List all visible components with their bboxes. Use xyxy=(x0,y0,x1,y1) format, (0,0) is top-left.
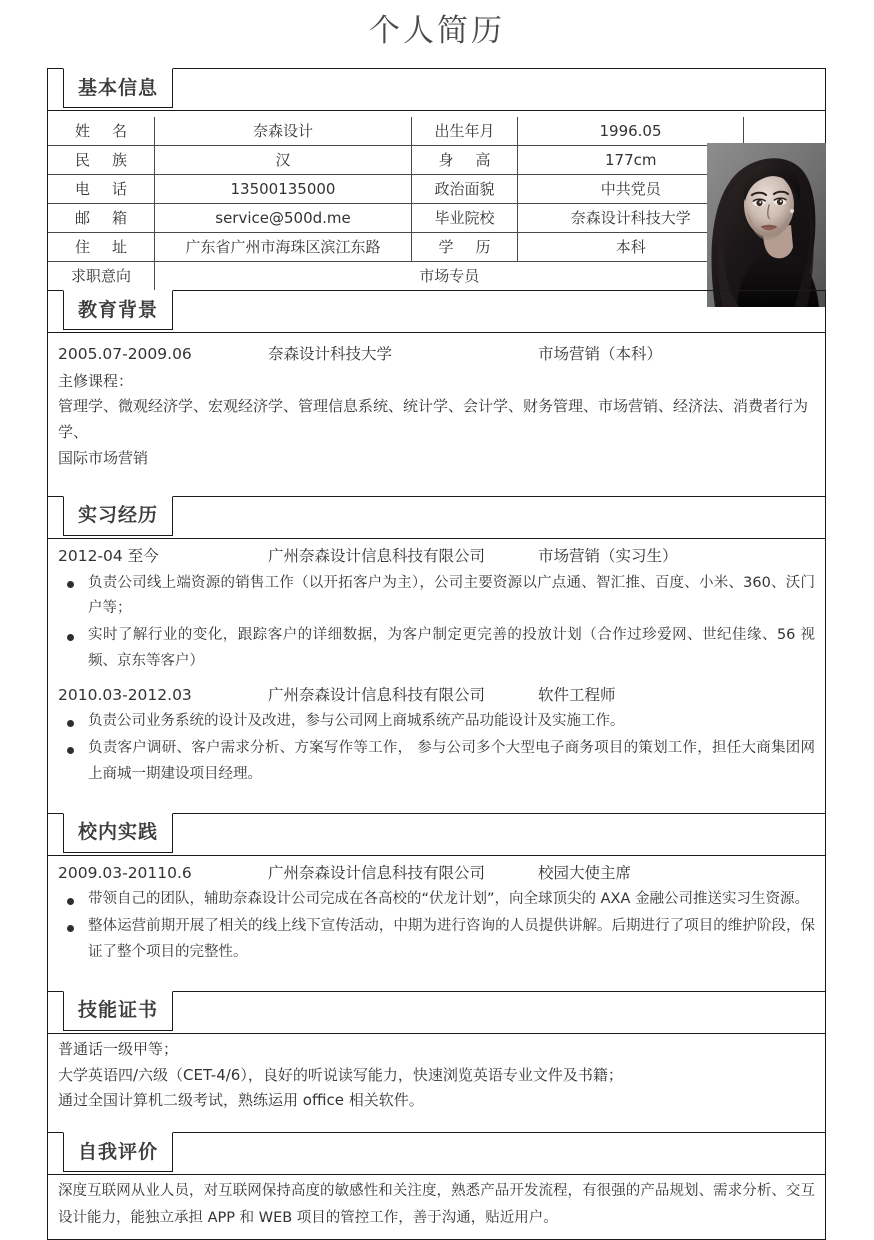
section-tab-label: 自我评价 xyxy=(78,1140,159,1163)
section-internship xyxy=(47,496,826,813)
section-tab-basic-info xyxy=(63,68,173,108)
self-evaluation-text: 深度互联网从业人员，对互联网保持高度的敏感性和关注度，熟悉产品开发流程，有很强的产品规划、需求分析、交互设计能力，能独立承担 APP 和 WEB 项目的管控工作，善于沟通，贴近用户。 xyxy=(58,1183,815,1226)
cell-value-email: service@500d.me xyxy=(155,204,412,233)
page-title: 个人简历 xyxy=(369,13,505,49)
skills-line-3: 通过全国计算机二级考试，熟练运用 office 相关软件。 xyxy=(58,1091,424,1110)
list-item-text: 负责公司线上端资源的销售工作（以开拓客户为主），公司主要资源以广点通、智汇推、百度、小米、360、沃门户等； xyxy=(88,574,815,617)
cell-value-school: 奈森设计科技大学 xyxy=(518,204,744,233)
internship-date: 2010.03-2012.03 xyxy=(58,685,192,704)
section-header-education xyxy=(48,291,825,333)
section-header-self-evaluation xyxy=(48,1133,825,1175)
section-rule xyxy=(48,855,825,856)
campus-org: 广州奈森设计信息科技有限公司 xyxy=(268,863,486,882)
spacer xyxy=(58,472,815,484)
cell-value-political: 中共党员 xyxy=(518,175,744,204)
section-tab-label: 实习经历 xyxy=(78,504,159,527)
section-header-skills xyxy=(48,992,825,1034)
section-tab-self-evaluation xyxy=(63,1132,173,1172)
education-courses-label: 主修课程： xyxy=(58,371,134,390)
campus-role: 校园大使主席 xyxy=(538,863,632,882)
cell-label-ethnicity: 民 族 xyxy=(48,146,155,175)
internship-org: 广州奈森设计信息科技有限公司 xyxy=(268,685,486,704)
portrait-photo xyxy=(707,143,826,307)
section-tab-label: 技能证书 xyxy=(78,999,159,1022)
section-tab-label: 教育背景 xyxy=(78,298,159,321)
internship-entry-header xyxy=(58,682,815,709)
section-rule xyxy=(48,1033,825,1034)
campus-bullet-list xyxy=(58,887,815,965)
section-tab-label: 基本信息 xyxy=(78,76,159,99)
list-item-text: 负责公司业务系统的设计及改进，参与公司网上商城系统产品功能设计及实施工作。 xyxy=(88,713,625,730)
list-item-text: 负责客户调研、客户需求分析、方案写作等工作， 参与公司多个大型电子商务项目的策划工作，担任大商集团网上商城一期建设项目经理。 xyxy=(88,740,815,782)
section-tab-education xyxy=(63,290,173,330)
internship-role: 市场营销（实习生） xyxy=(538,546,678,565)
section-self-evaluation xyxy=(47,1132,826,1240)
internship-entry-header xyxy=(58,543,815,570)
section-tab-label: 校内实践 xyxy=(78,821,159,844)
cell-value-height: 177cm xyxy=(518,146,744,175)
list-item xyxy=(58,623,815,675)
cell-label-phone: 电 话 xyxy=(48,175,155,204)
cell-label-address: 住 址 xyxy=(48,233,155,262)
bullet-dot-icon xyxy=(67,898,74,905)
cell-label-birth: 出生年月 xyxy=(412,117,518,146)
education-courses-line-1: 管理学、微观经济学、宏观经济学、管理信息系统、统计学、会计学、财务管理、市场营销、经济法、消费者行为学、 xyxy=(58,397,809,442)
section-skills xyxy=(47,991,826,1132)
bullet-dot-icon xyxy=(67,720,74,727)
section-rule xyxy=(48,332,825,333)
section-header-basic-info xyxy=(48,69,825,111)
internship-bullet-list xyxy=(58,709,815,787)
internship-role: 软件工程师 xyxy=(538,685,616,704)
education-courses-line-2: 国际市场营销 xyxy=(58,449,149,468)
spacer xyxy=(58,789,815,801)
section-education xyxy=(47,290,826,496)
section-campus-practice xyxy=(47,813,826,991)
education-entry-header xyxy=(58,341,815,368)
list-item-text: 带领自己的团队，辅助奈森设计公司完成在各高校的“伏龙计划”，向全球顶尖的 AXA 金融公司推送实习生资源。 xyxy=(88,891,810,908)
cell-value-phone: 13500135000 xyxy=(155,175,412,204)
cell-label-height: 身 高 xyxy=(412,146,518,175)
section-rule xyxy=(48,110,825,111)
skills-body xyxy=(48,1034,825,1132)
cell-label-intent: 求职意向 xyxy=(48,262,155,291)
list-item-text: 整体运营前期开展了相关的线上线下宣传活动，中期为进行咨询的人员提供讲解。后期进行了项目的维护阶段，保证了整个项目的完整性。 xyxy=(88,918,815,960)
list-item-text: 实时了解行业的变化，跟踪客户的详细数据，为客户制定更完善的投放计划（合作过珍爱网、世纪佳缘、56 视频、京东等客户） xyxy=(88,627,815,669)
spacer xyxy=(58,1114,815,1120)
section-rule xyxy=(48,538,825,539)
education-role: 市场营销（本科） xyxy=(538,345,663,363)
section-tab-campus-practice xyxy=(63,813,173,853)
education-body xyxy=(48,333,825,496)
internship-org: 广州奈森设计信息科技有限公司 xyxy=(268,546,486,565)
campus-date: 2009.03-20110.6 xyxy=(58,863,192,882)
bullet-dot-icon xyxy=(67,634,74,641)
cell-value-ethnicity: 汉 xyxy=(155,146,412,175)
cell-label-degree: 学 历 xyxy=(412,233,518,262)
section-tab-skills xyxy=(63,991,173,1031)
bullet-dot-icon xyxy=(67,581,74,588)
spacer xyxy=(58,967,815,979)
list-item xyxy=(58,887,815,913)
cell-label-email: 邮 箱 xyxy=(48,204,155,233)
self-evaluation-body xyxy=(48,1175,825,1239)
internship-bullet-list xyxy=(58,571,815,675)
portrait-photo-graphic xyxy=(707,143,826,307)
bullet-dot-icon xyxy=(67,747,74,754)
cell-value-intent: 市场专员 xyxy=(155,262,744,291)
education-date: 2005.07-2009.06 xyxy=(58,345,192,363)
cell-value-address: 广东省广州市海珠区滨江东路 xyxy=(155,233,412,262)
campus-practice-body xyxy=(48,856,825,991)
basic-info-body xyxy=(48,117,825,290)
internship-body xyxy=(48,539,825,813)
skills-line-2: 大学英语四/六级（CET-4/6），良好的听说读写能力，快速浏览英语专业文件及书籍； xyxy=(58,1065,623,1084)
section-tab-internship xyxy=(63,496,173,536)
list-item xyxy=(58,709,815,735)
list-item xyxy=(58,914,815,966)
bullet-dot-icon xyxy=(67,925,74,932)
education-org: 奈森设计科技大学 xyxy=(268,345,393,363)
section-header-campus-practice xyxy=(48,814,825,856)
cell-label-political: 政治面貌 xyxy=(412,175,518,204)
cell-value-degree: 本科 xyxy=(518,233,744,262)
cell-value-name: 奈森设计 xyxy=(155,117,412,146)
list-item xyxy=(58,736,815,788)
cell-label-school: 毕业院校 xyxy=(412,204,518,233)
resume-frame xyxy=(47,68,826,1240)
campus-entry-header xyxy=(58,860,815,887)
internship-date: 2012-04 至今 xyxy=(58,546,159,565)
skills-line-1: 普通话一级甲等； xyxy=(58,1039,179,1058)
cell-label-name: 姓 名 xyxy=(48,117,155,146)
cell-value-birth: 1996.05 xyxy=(518,117,744,146)
section-basic-info xyxy=(47,68,826,290)
table-row xyxy=(48,117,863,146)
list-item xyxy=(58,571,815,623)
section-rule xyxy=(48,1174,825,1175)
section-header-internship xyxy=(48,497,825,539)
